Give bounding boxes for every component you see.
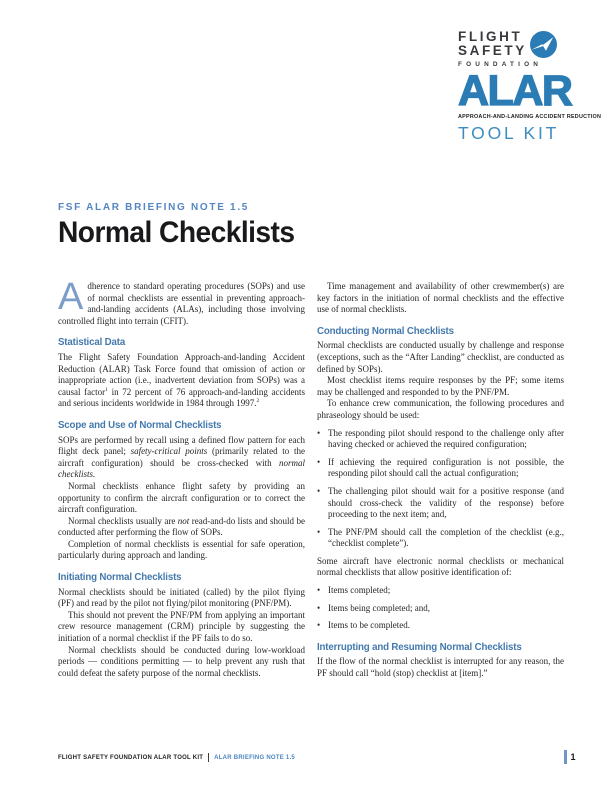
paragraph <box>317 281 564 316</box>
bullet-item <box>317 585 564 597</box>
bullet-text <box>328 603 564 615</box>
section-heading: Initiating Normal Checklists <box>58 572 182 584</box>
fsf-brand-name <box>458 30 527 58</box>
text-run: Completion of normal checklists is essential for safe operation, particularly during approach and landing. <box>58 538 305 561</box>
intro-paragraph <box>58 276 305 327</box>
bullet-icon: • <box>317 456 321 467</box>
footnote-marker: 2 <box>256 398 260 405</box>
fsf-alar-logo <box>458 29 602 144</box>
bullet-text <box>328 457 564 480</box>
logo-toolkit-wordmark: TOOL KIT <box>458 122 560 143</box>
paragraph <box>58 435 305 481</box>
paragraph <box>58 587 305 610</box>
bullet-text <box>328 527 564 550</box>
bullet-icon: • <box>317 485 321 496</box>
text-run: in 72 percent of 76 approach-and-landing accidents and serious incidents worldwide in 1984 through 1997. <box>58 386 305 409</box>
logo-foundation-label: FOUNDATION <box>458 61 543 69</box>
text-run: This should not prevent the PNF/PM from applying an important crew resource management (CRM) principle by suggesting the initiation of a normal checklist if the PF fails to do so. <box>58 609 305 644</box>
page-number: 1 <box>570 752 576 762</box>
text-run: Some aircraft have electronic normal checklists or mechanical normal checklists that allow positive identification of: <box>317 555 564 578</box>
section-heading: Conducting Normal Checklists <box>317 325 454 337</box>
text-run: Most checklist items require responses by the PF; some items may be challenged and responded to by the PNF/PM. <box>317 375 564 397</box>
bullet-icon: • <box>317 427 321 438</box>
bullet-text <box>328 585 564 597</box>
section-heading: Interrupting and Resuming Normal Checklists <box>317 641 522 653</box>
text-run: not <box>177 515 190 526</box>
text-run: Normal checklists enhance flight safety by providing an opportunity to confirm the aircraft configuration or to correct the aircraft configuration. <box>58 480 305 515</box>
text-run: If the flow of the normal checklist is interrupted for any reason, the PF should call “hold (stop) checklist at [item].” <box>317 656 564 679</box>
paragraph <box>317 398 564 421</box>
section-heading: Scope and Use of Normal Checklists <box>58 419 222 431</box>
text-run: SOPs are performed by recall using a defined flow pattern for each flight deck panel; <box>58 434 305 457</box>
footer-toolkit-label: FLIGHT SAFETY FOUNDATION ALAR TOOL KIT <box>58 754 204 761</box>
logo-safety-label: SAFETY <box>458 43 527 59</box>
bullet-item <box>317 603 564 615</box>
bullet-icon: • <box>317 526 321 537</box>
text-run: To enhance crew communication, the following procedures and phraseology should be used: <box>317 398 564 420</box>
paragraph <box>58 610 305 645</box>
paragraph <box>317 656 564 679</box>
text-run: Time management and availability of other crewmember(s) are key factors in the initiation of normal checklists and the effective use of normal checklists. <box>317 281 564 315</box>
text-run: Normal checklists are conducted usually by challenge and response (exceptions, such as the “After Landing” checklist, are conducted as defined by SOPs). <box>317 340 564 374</box>
text-run: Items completed; <box>328 585 391 596</box>
paragraph <box>58 481 305 516</box>
paragraph <box>317 556 564 579</box>
article-header <box>58 202 310 250</box>
text-run: safety-critical points <box>130 446 208 457</box>
paragraph <box>58 645 305 680</box>
section-heading: Statistical Data <box>58 337 126 349</box>
text-run: dherence to standard operating procedures (SOPs) and use of normal checklists are essential in preventing approach-and-landing accidents (ALAs), including those involving controlled flight into terrain (CFIT). <box>58 281 305 326</box>
bullet-text <box>328 620 564 632</box>
text-run: The responding pilot should respond to the challenge only after having checked or achieved the required configuration; <box>328 427 564 450</box>
bullet-item <box>317 620 564 632</box>
paragraph <box>58 516 305 539</box>
text-run: Normal checklists should be initiated (called) by the pilot flying (PF) and read by the pilot not flying/pilot monitoring (PNF/PM). <box>58 586 305 609</box>
bullet-item <box>317 486 564 521</box>
page-title: Normal Checklists <box>58 216 295 249</box>
page-number-block <box>564 750 576 764</box>
paragraph <box>58 352 305 410</box>
text-run: If achieving the required configuration is not possible, the responding pilot should call the actual configuration; <box>328 456 564 479</box>
logo-alar-subtitle: APPROACH-AND-LANDING ACCIDENT REDUCTION <box>458 113 602 120</box>
bullet-item <box>317 457 564 480</box>
text-run: Normal checklists should be conducted during low-workload periods — conditions permitting — to help prevent any rush that could defeat the safety purpose of the normal checklists. <box>58 644 305 678</box>
footer-divider <box>208 753 209 762</box>
footer-briefing-label: ALAR BRIEFING NOTE 1.5 <box>214 754 296 761</box>
paragraph <box>58 539 305 562</box>
column-left <box>58 276 305 679</box>
paragraph <box>317 375 564 398</box>
text-run: Items to be completed. <box>328 620 410 631</box>
bullet-text <box>328 486 564 521</box>
bullet-icon: • <box>317 620 321 631</box>
text-run: The Flight Safety Foundation Approach-and-landing Accident Reduction (ALAR) Task Force found that omission of action or inappropriate action (i.e., inadvertent deviation from SOPs) was a causal factor <box>58 351 305 397</box>
text-run: (primarily related to the aircraft configuration) should be cross-checked with <box>58 446 305 468</box>
fsf-plane-icon <box>530 31 557 58</box>
page-number-bar <box>564 750 567 764</box>
drop-cap: A <box>58 276 84 318</box>
paragraph <box>317 340 564 375</box>
column-right <box>317 281 564 680</box>
text-run: The PNF/PM should call the completion of the checklist (e.g., “checklist complete”). <box>328 526 564 549</box>
text-run: The challenging pilot should wait for a positive response (and should cross-check the validity of the response) before proceeding to the next item; and, <box>328 485 564 520</box>
text-run: Normal checklists usually are <box>68 515 178 526</box>
footer <box>58 753 295 762</box>
footnote-marker: 1 <box>105 386 108 393</box>
bullet-icon: • <box>317 602 321 613</box>
bullet-text <box>328 428 564 451</box>
text-run: Items being completed; and, <box>328 602 430 613</box>
bullet-item <box>317 428 564 451</box>
text-run: normal checklists. <box>58 457 305 480</box>
briefing-note-kicker: FSF ALAR BRIEFING NOTE 1.5 <box>58 202 250 213</box>
logo-flight-label: FLIGHT <box>458 29 523 44</box>
bullet-icon: • <box>317 585 321 596</box>
fsf-brand-row <box>458 30 578 58</box>
bullet-item <box>317 527 564 550</box>
text-run: read-and-do lists and should be conducted after performing the flow of SOPs. <box>58 515 305 538</box>
logo-alar-wordmark: ALAR <box>458 67 572 116</box>
